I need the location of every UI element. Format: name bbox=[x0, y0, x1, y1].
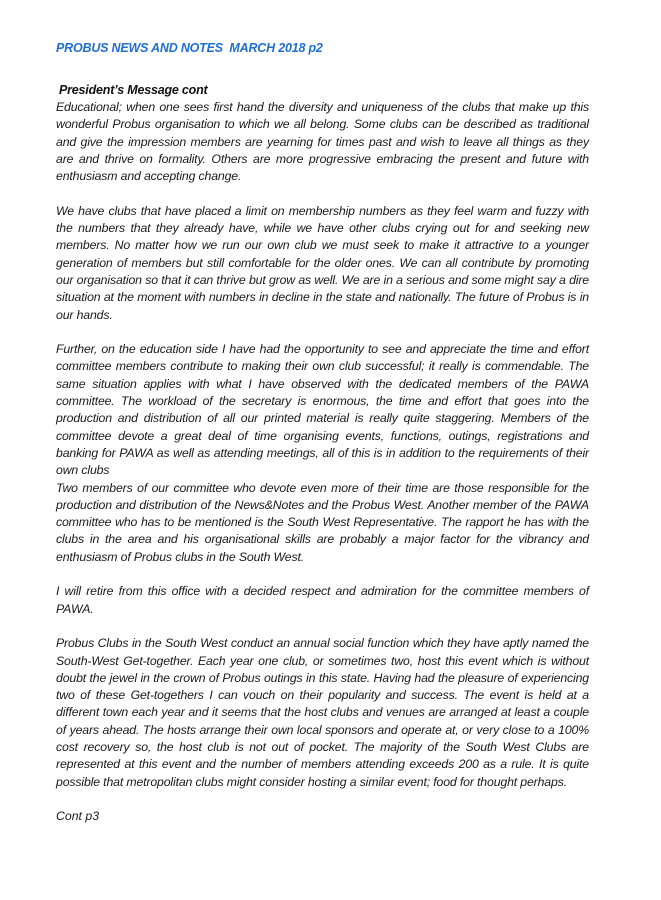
paragraph-membership: We have clubs that have placed a limit on membership numbers as they feel warm and fuzzy with the numbers that they already have, while we have other clubs crying out for and seeking new members. No matter how we run our own club we must seek to make it attractive to a younger generation of members but still comfortable for the older ones. We can all contribute by promoting our organisation so that it can thrive but grow as well. We are in a serious and some might say a dire situation at the moment with numbers in decline in the state and nationally. The future of Probus is in our hands. bbox=[56, 203, 589, 322]
newsletter-header: PROBUS NEWS AND NOTES MARCH 2018 p2 bbox=[56, 41, 323, 55]
section-heading: President’s Message cont bbox=[59, 83, 208, 97]
paragraph-committee: Further, on the education side I have had the opportunity to see and appreciate the time and effort committee members contribute to making their own club successful; it really is commendable. The same situation applies with what I have observed with the dedicated members of the PAWA committee. The workload of the secretary is enormous, the time and effort that goes into the production and distribution of all our printed material is really quite staggering. Members of the committee devote a great deal of time organising events, functions, outings, registrations and banking for PAWA as well as attending meetings, all of this is in addition to the requirements of their own clubs bbox=[56, 342, 589, 478]
paragraph-educational: Educational; when one sees first hand the diversity and uniqueness of the clubs that make up this wonderful Probus organisation to which we all belong. Some clubs can be described as traditional and give the impression members are yearning for times past and wish to leave all things as they are and thrive on formality. Others are more progressive embracing the present and future with enthusiasm and accepting change. bbox=[56, 100, 589, 184]
paragraph-south-west: Probus Clubs in the South West conduct an annual social function which they have aptly named the South-West Get-together. Each year one club, or sometimes two, host this event which is without doubt the jewel in the crown of Probus outings in this state. Having had the pleasure of experiencing two of these Get-togethers I can vouch on their popularity and success. The event is held at a different town each year and it seems that the host clubs and venues are arranged at least a couple of years ahead. The hosts arrange their own local sponsors and operate at, or very close to a 100% cost recovery so, the host club is not out of pocket. The majority of the South West Clubs are represented at this event and the number of members attending exceeds 200 as a rule. It is quite possible that metropolitan clubs might consider hosting a similar event; food for thought perhaps. bbox=[56, 636, 589, 789]
continuation-note: Cont p3 bbox=[56, 809, 100, 824]
document-page bbox=[56, 38, 589, 825]
paragraph-retire: I will retire from this office with a decided respect and admiration for the committee members of PAWA. bbox=[56, 584, 589, 616]
paragraph-news-notes: Two members of our committee who devote even more of their time are those responsible for the production and distribution of the News&Notes and the Probus West. Another member of the PAWA committee who has to be mentioned is the South West Representative. The rapport he has with the clubs in the area and his organisational skills are probably a major factor for the vibrancy and enthusiasm of Probus clubs in the South West. bbox=[56, 480, 589, 564]
